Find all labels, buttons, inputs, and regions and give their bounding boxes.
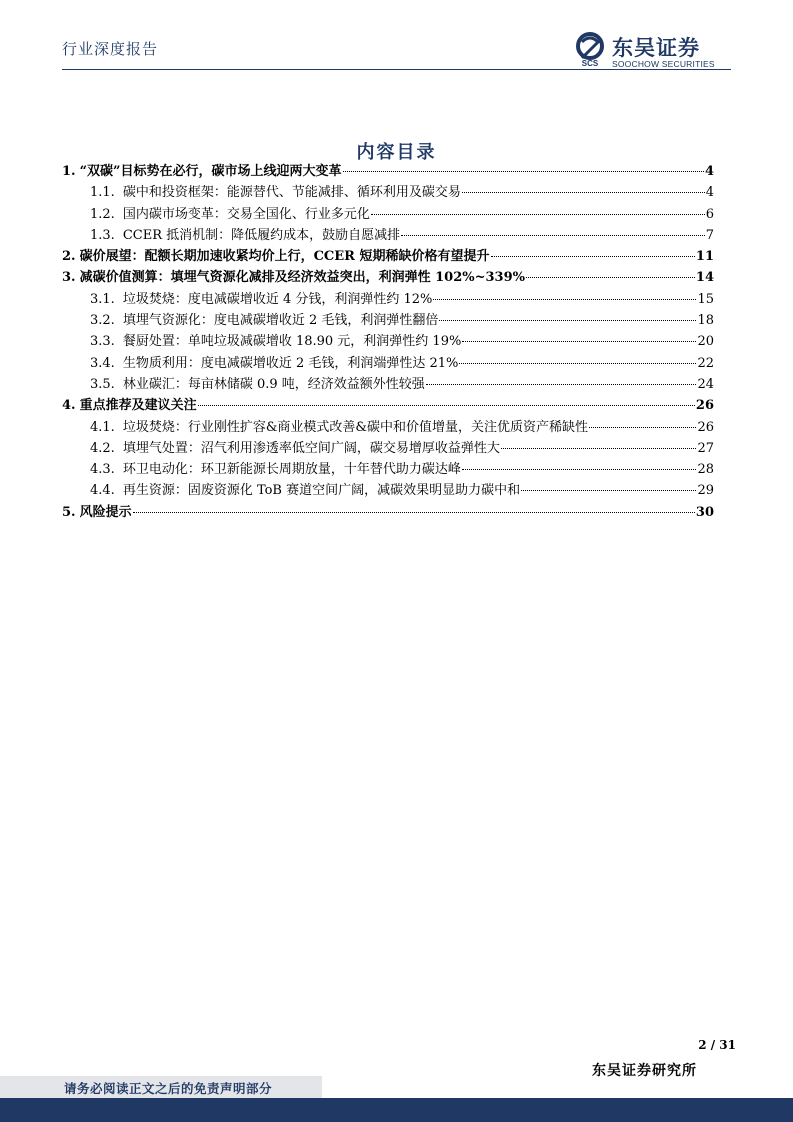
toc-leader-dots [526, 277, 695, 278]
toc-entry-page: 14 [695, 270, 714, 286]
toc-leader-dots [521, 490, 696, 491]
logo-chinese-name: 东吴证券 [612, 36, 700, 60]
toc-entry-title: 风险提示 [79, 504, 132, 520]
toc-entry-number: 1.2. [90, 206, 115, 222]
logo-english-name: SOOCHOW SECURITIES [612, 59, 715, 69]
footer-bar [0, 1098, 793, 1122]
toc-entry-page: 4 [705, 185, 714, 201]
toc-entry[interactable] [62, 309, 714, 330]
toc-entry-page: 7 [705, 227, 714, 243]
toc-leader-dots [426, 384, 697, 385]
toc-entry-title: 垃圾焚烧：行业刚性扩容&商业模式改善&碳中和价值增量，关注优质资产稀缺性 [122, 419, 588, 435]
toc-entry-number: 2. [62, 249, 76, 265]
toc-leader-dots [343, 171, 704, 172]
toc-entry-title: “双碳”目标势在必行，碳市场上线迎两大变革 [79, 164, 342, 179]
toc-entry-page: 22 [697, 355, 714, 371]
toc-entry[interactable] [62, 501, 714, 522]
toc-entry[interactable] [62, 203, 714, 224]
toc-entry[interactable] [62, 437, 714, 458]
toc-entry-page: 26 [695, 398, 714, 414]
toc-entry[interactable] [62, 416, 714, 437]
toc-entry-title: 生物质利用：度电减碳增收近 2 毛钱，利润端弹性达 21% [122, 355, 459, 371]
toc-entry[interactable] [62, 266, 714, 287]
toc-entry[interactable] [62, 181, 714, 202]
toc-leader-dots [439, 320, 696, 321]
toc-entry-title: 填埋气资源化：度电减碳增收近 2 毛钱，利润弹性翻倍 [122, 313, 439, 329]
toc-entry-number: 3.1. [90, 291, 115, 307]
toc-leader-dots [491, 256, 695, 257]
toc-entry-number: 3. [62, 270, 76, 286]
toc-entry-number: 4.2. [90, 440, 115, 456]
toc-entry-page: 28 [697, 462, 714, 478]
toc-leader-dots [462, 469, 697, 470]
toc-entry-title: CCER 抵消机制：降低履约成本，鼓励自愿减排 [122, 227, 401, 243]
toc-entry-number: 3.2. [90, 313, 115, 329]
report-type-label: 行业深度报告 [62, 40, 159, 58]
toc-entry-title: 填埋气处置：沼气利用渗透率低空间广阔，碳交易增厚收益弹性大 [122, 440, 500, 456]
toc-entry-title: 国内碳市场变革：交易全国化、行业多元化 [122, 206, 370, 222]
footer-organization: 东吴证券研究所 [592, 1063, 697, 1079]
toc-entry-title: 减碳价值测算：填埋气资源化减排及经济效益突出，利润弹性 102%~339% [79, 270, 525, 286]
toc-entry[interactable] [62, 479, 714, 500]
toc-leader-dots [589, 427, 696, 428]
toc-entry-title: 餐厨处置：单吨垃圾减碳增收 18.90 元，利润弹性约 19% [122, 334, 462, 350]
toc-entry-number: 4. [62, 398, 76, 414]
toc-entry-number: 1.3. [90, 227, 115, 243]
toc-entry-title: 环卫电动化：环卫新能源长周期放量，十年替代助力碳达峰 [122, 462, 461, 478]
toc-leader-dots [198, 405, 695, 406]
toc-entry-page: 15 [697, 291, 714, 307]
toc-entry[interactable] [62, 373, 714, 394]
toc-entry-page: 26 [697, 419, 714, 435]
toc-entry-number: 5. [62, 504, 76, 520]
toc-entry-title: 林业碳汇：每亩林储碳 0.9 吨，经济效益额外性较强 [122, 376, 425, 392]
toc-entry-number: 4.4. [90, 483, 115, 499]
toc-entry-page: 27 [697, 440, 714, 456]
toc-entry-title: 重点推荐及建议关注 [79, 398, 197, 414]
toc-entry[interactable] [62, 245, 714, 266]
toc-entry[interactable] [62, 288, 714, 309]
company-logo [572, 32, 732, 72]
disclaimer-text: 请务必阅读正文之后的免责声明部分 [64, 1081, 273, 1096]
toc-entry-title: 垃圾焚烧：度电减碳增收近 4 分钱，利润弹性约 12% [122, 291, 433, 307]
logo-mark-text: SCS [581, 59, 599, 68]
toc-entry-number: 4.3. [90, 462, 115, 478]
toc-leader-dots [462, 192, 705, 193]
toc-leader-dots [133, 512, 695, 513]
toc-entry-number: 1. [62, 164, 76, 179]
toc-entry-number: 3.5. [90, 376, 115, 392]
toc-entry-page: 20 [697, 334, 714, 350]
toc-leader-dots [501, 448, 697, 449]
toc-entry-number: 1.1. [90, 185, 115, 201]
page-number: 2 / 31 [698, 1038, 736, 1052]
toc-entry[interactable] [62, 458, 714, 479]
toc-entry-title: 碳价展望：配额长期加速收紧均价上行，CCER 短期稀缺价格有望提升 [79, 249, 490, 265]
toc-entry-page: 18 [697, 313, 714, 329]
toc-entry-page: 6 [705, 206, 714, 222]
toc-entry[interactable] [62, 160, 714, 181]
toc-entry[interactable] [62, 394, 714, 415]
toc-leader-dots [401, 235, 705, 236]
toc-entry-title: 碳中和投资框架：能源替代、节能减排、循环利用及碳交易 [122, 185, 461, 201]
toc-entry-number: 3.3. [90, 334, 115, 350]
toc-title: 内容目录 [356, 142, 437, 163]
toc-entry[interactable] [62, 352, 714, 373]
toc-entry-page: 30 [695, 504, 714, 520]
toc-entry-number: 3.4. [90, 355, 115, 371]
toc-leader-dots [459, 363, 696, 364]
toc-entry-page: 24 [697, 376, 714, 392]
toc-entry[interactable] [62, 330, 714, 351]
logo-mark-icon [572, 32, 608, 68]
toc-leader-dots [433, 299, 696, 300]
toc-entry-page: 11 [695, 249, 714, 265]
toc-entry-page: 29 [697, 483, 714, 499]
toc-leader-dots [462, 341, 696, 342]
toc-entry-page: 4 [704, 164, 714, 179]
toc-leader-dots [371, 214, 705, 215]
toc-entry[interactable] [62, 224, 714, 245]
toc-entry-number: 4.1. [90, 419, 115, 435]
header-divider [62, 69, 731, 70]
toc-entry-title: 再生资源：固废资源化 ToB 赛道空间广阔，减碳效果明显助力碳中和 [122, 483, 521, 499]
table-of-contents [62, 160, 714, 522]
